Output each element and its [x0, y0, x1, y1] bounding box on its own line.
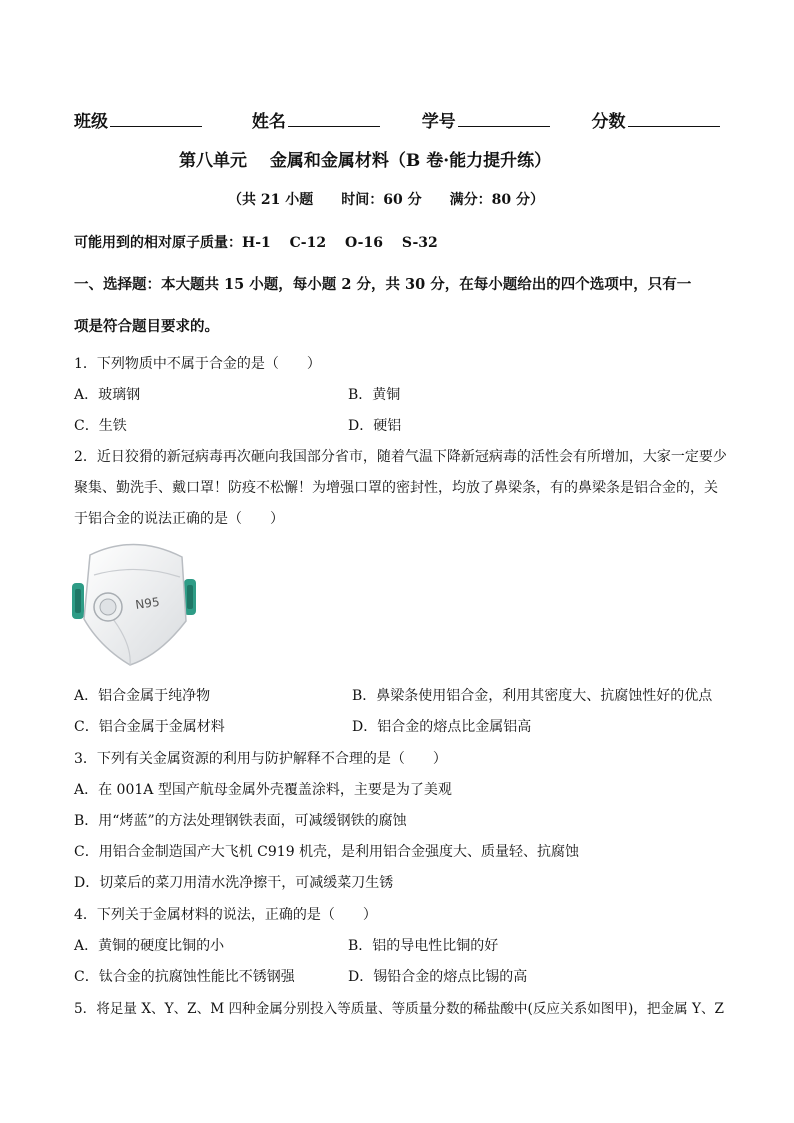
q4-option-d[interactable]: D．锡铅合金的熔点比锡的高 [348, 969, 528, 985]
q1-option-d[interactable]: D．硬铝 [348, 418, 402, 434]
class-field[interactable] [110, 112, 202, 127]
section-heading-line2: 项是符合题目要求的。 [74, 318, 219, 335]
q3-option-d[interactable]: D．切菜后的菜刀用清水洗净擦干，可减缓菜刀生锈 [74, 875, 394, 891]
question-1-stem: 1．下列物质中不属于合金的是（ ） [74, 356, 321, 372]
question-5-stem: 5．将足量 X、Y、Z、M 四种金属分别投入等质量、等质量分数的稀盐酸中(反应关系如图甲)，把金属 Y、Z [74, 1001, 724, 1017]
q1-option-a[interactable]: A．玻璃钢 [74, 387, 141, 403]
n95-mask-image [70, 535, 200, 670]
question-2-stem-line2: 聚集、勤洗手、戴口罩！防疫不松懈！为增强口罩的密封性，均放了鼻梁条，有的鼻梁条是铝合金的，关 [74, 480, 718, 496]
q4-option-c[interactable]: C．钛合金的抗腐蚀性能比不锈钢强 [74, 969, 295, 985]
student-id-label: 学号 [421, 112, 456, 132]
question-3-stem: 3．下列有关金属资源的利用与防护解释不合理的是（ ） [74, 751, 447, 767]
q2-option-d[interactable]: D．铝合金的熔点比金属铝高 [352, 719, 532, 735]
q2-option-a[interactable]: A．铝合金属于纯净物 [74, 688, 211, 704]
q1-option-c[interactable]: C．生铁 [74, 418, 127, 434]
student-id-field[interactable] [458, 112, 550, 127]
q4-option-a[interactable]: A．黄铜的硬度比铜的小 [74, 938, 225, 954]
q2-option-b[interactable]: B．鼻梁条使用铝合金，利用其密度大、抗腐蚀性好的优点 [352, 688, 713, 704]
q2-option-c[interactable]: C．铝合金属于金属材料 [74, 719, 225, 735]
question-4-stem: 4．下列关于金属材料的说法，正确的是（ ） [74, 907, 377, 923]
q1-option-b[interactable]: B．黄铜 [348, 387, 401, 403]
score-field[interactable] [628, 112, 720, 127]
class-label: 班级 [74, 112, 108, 132]
page-title: 第八单元 金属和金属材料（B 卷·能力提升练） [179, 151, 552, 171]
section-heading-line1: 一、选择题：本大题共 15 小题，每小题 2 分，共 30 分，在每小题给出的四个选项中，只有一 [74, 276, 692, 293]
q3-option-a[interactable]: A．在 001A 型国产航母金属外壳覆盖涂料，主要是为了美观 [74, 782, 452, 798]
q4-option-b[interactable]: B．铝的导电性比铜的好 [348, 938, 499, 954]
exam-meta: （共 21 小题 时间：60 分 满分：80 分） [228, 192, 544, 208]
name-label: 姓名 [251, 112, 286, 132]
question-2-stem-line1: 2．近日狡猾的新冠病毒再次砸向我国部分省市，随着气温下降新冠病毒的活性会有所增加，大家一定要少 [74, 449, 727, 465]
q3-option-b[interactable]: B．用“烤蓝”的方法处理钢铁表面，可减缓钢铁的腐蚀 [74, 813, 407, 829]
score-label: 分数 [591, 112, 626, 132]
q3-option-c[interactable]: C．用铝合金制造国产大飞机 C919 机壳，是利用铝合金强度大、质量轻、抗腐蚀 [74, 844, 580, 860]
student-info-row [74, 107, 720, 132]
atomic-masses: 可能用到的相对原子质量：H-1 C-12 O-16 S-32 [74, 235, 438, 251]
name-field[interactable] [288, 112, 380, 127]
question-2-stem-line3: 于铝合金的说法正确的是（ ） [74, 511, 284, 527]
mask-label-text: N95 [134, 594, 161, 612]
